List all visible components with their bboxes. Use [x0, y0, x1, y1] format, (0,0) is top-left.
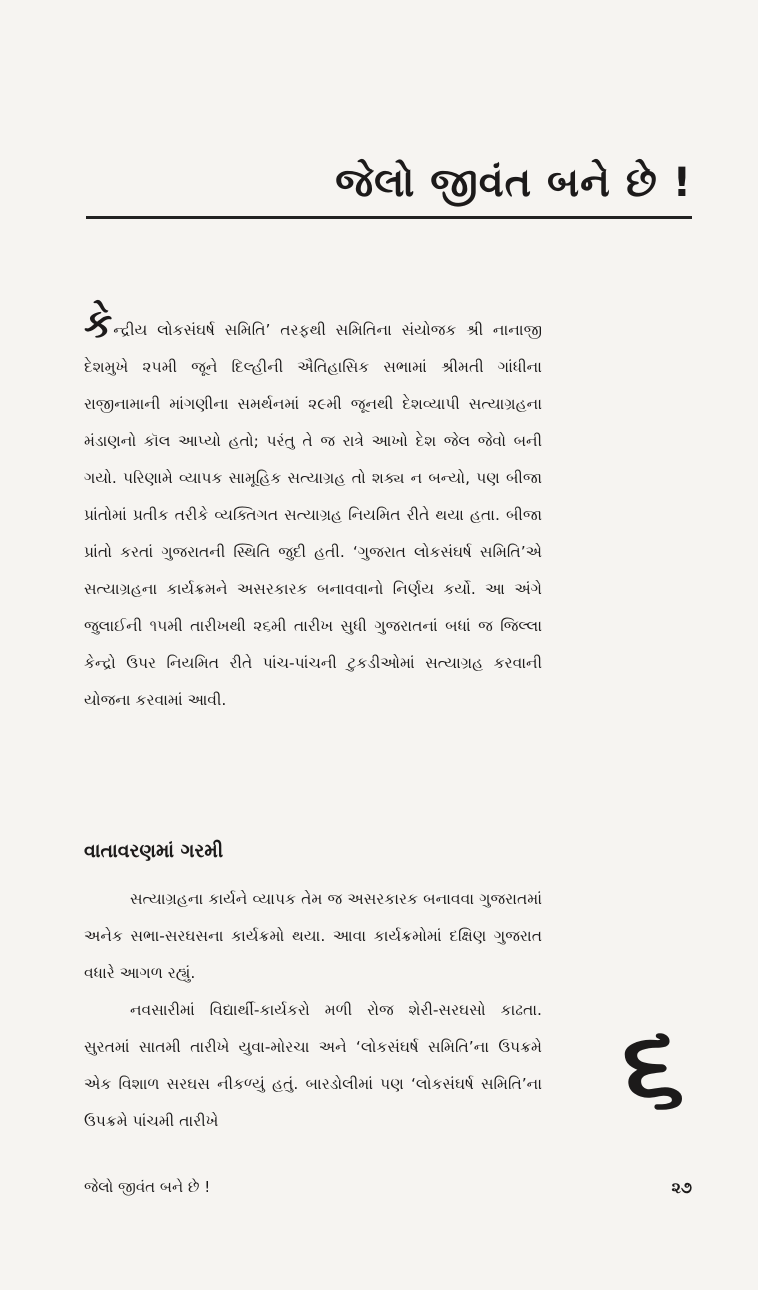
page-number: ૨૭ [671, 1178, 692, 1197]
running-footer-title: જેલો જીવંત બને છે ! [84, 1178, 211, 1196]
section-paragraph-2: નવસારીમાં વિદ્યાર્થી-કાર્યકરો મળી રોજ શેરી-સરઘસો કાઢતા. સુરતમાં સાતમી તારીખે યુવા-મોરચા અને ‘લોકસંઘર્ષ સમિતિ’ના ઉપક્રમે એક વિશાળ સરઘસ નીકળ્યું હતું. બારડોલીમાં પણ ‘લોકસંઘર્ષ સમિતિ’ના ઉપક્રમે પાંચમી તારીખે [84, 1001, 542, 1130]
chapter-number: ૬ [622, 1001, 685, 1131]
drop-cap: કે [84, 301, 113, 347]
section-heading: વાતાવરણમાં ગરમી [84, 840, 224, 862]
section-paragraphs [84, 881, 542, 1140]
title-underline [86, 216, 692, 219]
chapter-title: જેલો જીવંત બને છે ! [335, 160, 692, 206]
section-paragraph-1: સત્યાગ્રહના કાર્યને વ્યાપક તેમ જ અસરકારક બનાવવા ગુજરાતમાં અનેક સભા-સરઘસના કાર્યક્રમો થયા. આવા કાર્યક્રમોમાં દક્ષિણ ગુજરાત વધારે આગળ રહ્યું. [84, 890, 542, 982]
intro-paragraph [84, 301, 542, 719]
intro-paragraph-block [84, 301, 542, 719]
intro-paragraph-text: ન્દ્રીય લોકસંઘર્ષ સમિતિ’ તરફથી સમિતિના સંયોજક શ્રી નાનાજી દેશમુખે ૨૫મી જૂને દિલ્હીની ઐતિહાસિક સભામાં શ્રીમતી ગાંધીના રાજીનામાની માંગણીના સમર્થનમાં ૨૯મી જૂનથી દેશવ્યાપી સત્યાગ્રહના મંડાણનો કૉલ આપ્યો હતો; પરંતુ તે જ રાત્રે આખો દેશ જેલ જેવો બની ગયો. પરિણામે વ્યાપક સામૂહિક સત્યાગ્રહ તો શક્ય ન બન્યો, પણ બીજા પ્રાંતોમાં પ્રતીક તરીકે વ્યક્તિગત સત્યાગ્રહ નિયમિત રીતે થયા હતા. બીજા પ્રાંતો કરતાં ગુજરાતની સ્થિતિ જુદી હતી. ‘ગુજરાત લોકસંઘર્ષ સમિતિ’એ સત્યાગ્રહના કાર્યક્રમને અસરકારક બનાવવાનો નિર્ણય કર્યો. આ અંગે જુલાઈની ૧૫મી તારીખથી ૨૬મી તારીખ સુધી ગુજરાતનાં બધાં જ જિલ્લા કેન્દ્રો ઉપર નિયમિત રીતે પાંચ-પાંચની ટુકડીઓમાં સત્યાગ્રહ કરવાની યોજના કરવામાં આવી. [84, 321, 542, 709]
